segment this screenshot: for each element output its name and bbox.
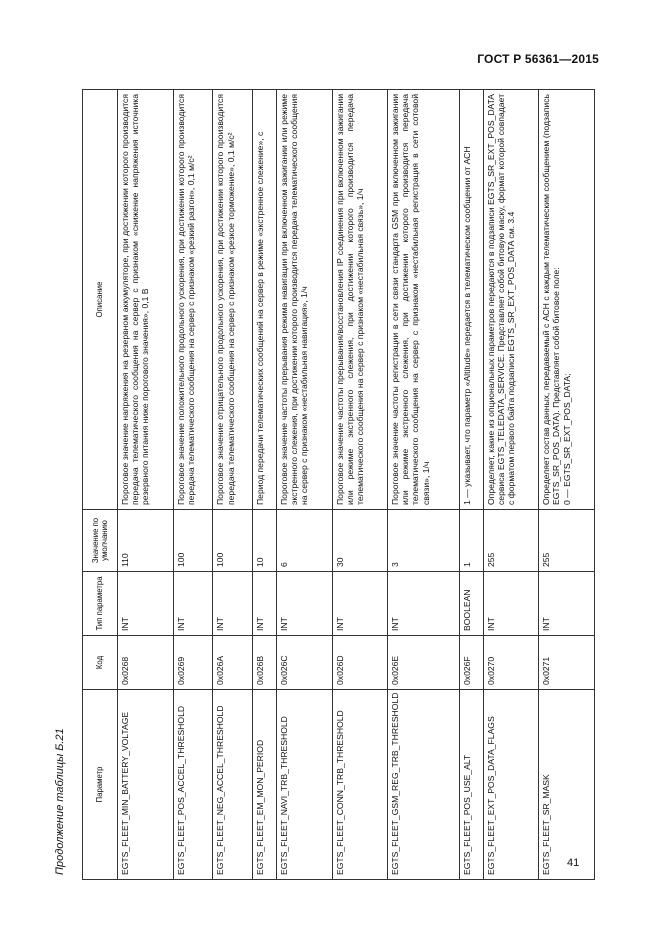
page-number: 41 [567,857,580,869]
param-code: 0x0270 [483,636,539,690]
param-type: INT [388,572,460,636]
table-row [276,90,332,880]
param-description: Период передачи телематических сообщений на сервер в режиме «экстренное слежение», с [253,90,277,510]
description-bit-item: 0 — EGTS_SR_EXT_POS_DATA; [561,373,572,505]
param-type: INT [332,572,388,636]
param-type: INT [118,572,174,636]
param-default: 6 [276,510,332,572]
param-name: EGTS_FLEET_POS_USE_ALT [459,690,483,880]
param-code: 0x026B [253,636,277,690]
param-default: 255 [539,510,595,572]
param-description: Пороговое значение отрицательного продольного ускорения, при достижении которого производится передача телематического сообщения на сервер с признаком «резкое торможение», 0,1 м/с² [213,90,253,510]
parameters-table [82,89,595,880]
param-name: EGTS_FLEET_NEG_ACCEL_THRESHOLD [213,690,253,880]
header-type: Тип параметра [83,572,118,636]
param-default: 100 [213,510,253,572]
param-default: 10 [253,510,277,572]
param-code: 0x026D [332,636,388,690]
param-name: EGTS_FLEET_EM_MON_PERIOD [253,690,277,880]
rotated-table-region [52,90,597,880]
table-caption: Продолжение таблицы Б.21 [54,728,66,875]
param-name: EGTS_FLEET_SR_MASK [539,690,595,880]
table-row [459,90,483,880]
param-description [539,90,595,510]
param-name: EGTS_FLEET_CONN_TRB_THRESHOLD [332,690,388,880]
param-type: INT [539,572,595,636]
header-parameter: Параметр [83,690,118,880]
param-description: Пороговое значение частоты прерывания/восстановления IP соединения при включенном зажигании или режиме экстренного слежения, при достижении которого производится передача телематического сообщения на сервер с признаком «нестабильная связь», 1/ч [332,90,388,510]
header-default: Значение по умолчанию [83,510,118,572]
table-header-row [83,90,118,880]
param-description: Пороговое значение напряжения на резервном аккумуляторе, при достижении которого производится передача телематического сообщения на сервер с признаком «снижение напряжения источника резервного питания ниже порогового значения», 0,1 В [118,90,174,510]
param-code: 0x026C [276,636,332,690]
param-default: 110 [118,510,174,572]
param-description: Пороговое значение частоты прерывания режима навигации при включенном зажигании или режиме экстренного слежения, при достижении которого производится передача телематического сообщения на сервер с признаком «нестабильная навигация», 1/ч [276,90,332,510]
param-default: 30 [332,510,388,572]
param-name: EGTS_FLEET_NAVI_TRB_THRESHOLD [276,690,332,880]
param-default: 100 [173,510,213,572]
param-description: Пороговое значение положительного продольного ускорения, при достижении которого производится передача телематического сообщения на сервер с признаком «резкий разгон», 0,1 м/с² [173,90,213,510]
table-row [173,90,213,880]
param-name: EGTS_FLEET_GSM_REG_TRB_THRESHOLD [388,690,460,880]
table-row [253,90,277,880]
table-row [213,90,253,880]
param-type: INT [213,572,253,636]
header-code: Код [83,636,118,690]
param-type: INT [483,572,539,636]
param-description: Пороговое значение частоты регистрации в сети связи стандарта GSM при включенном зажигании или режиме экстренного слежения, при достижении которого производится передача телематического сообщения на сервер с признаком «нестабильная регистрация в сети сотовой связи», 1/ч [388,90,460,510]
param-code: 0x0271 [539,636,595,690]
param-default: 255 [483,510,539,572]
header-description: Описание [83,90,118,510]
param-default: 3 [388,510,460,572]
param-type: INT [276,572,332,636]
table-row [483,90,539,880]
table-row [118,90,174,880]
param-type: INT [173,572,213,636]
table-row [388,90,460,880]
table-row [332,90,388,880]
param-description: Определяет, какие из опциональных параметров передаются в подзаписи EGTS_SR_EXT_POS_DATA сервиса EGTS_TELEDATA_SERVICE. Представляет собой битовую маску, формат которой совпадает с форматом первого байта подзаписи EGTS_SR_EXT_POS_DATA см. 3.4 [483,90,539,510]
param-name: EGTS_FLEET_POS_ACCEL_THRESHOLD [173,690,213,880]
param-name: EGTS_FLEET_EXT_POS_DATA_FLAGS [483,690,539,880]
param-name: EGTS_FLEET_MIN_BATTERY_VOLTAGE [118,690,174,880]
param-type: BOOLEAN [459,572,483,636]
param-default: 1 [459,510,483,572]
table-row [539,90,595,880]
param-description: 1 — указывает, что параметр «Altitude» передается в телематическом сообщении от АСН [459,90,483,510]
param-code: 0x026E [388,636,460,690]
standard-number: ГОСТ Р 56361—2015 [477,52,599,66]
param-code: 0x0269 [173,636,213,690]
param-code: 0x026F [459,636,483,690]
param-type: INT [253,572,277,636]
description-text: Определяет состав данных, передаваемый с АСН с каждым телематическим сообщением (подзапись EGTS_SR_POS_DATA). Представляет собой битовое поле: [541,94,562,505]
param-code: 0x026A [213,636,253,690]
param-code: 0x0268 [118,636,174,690]
